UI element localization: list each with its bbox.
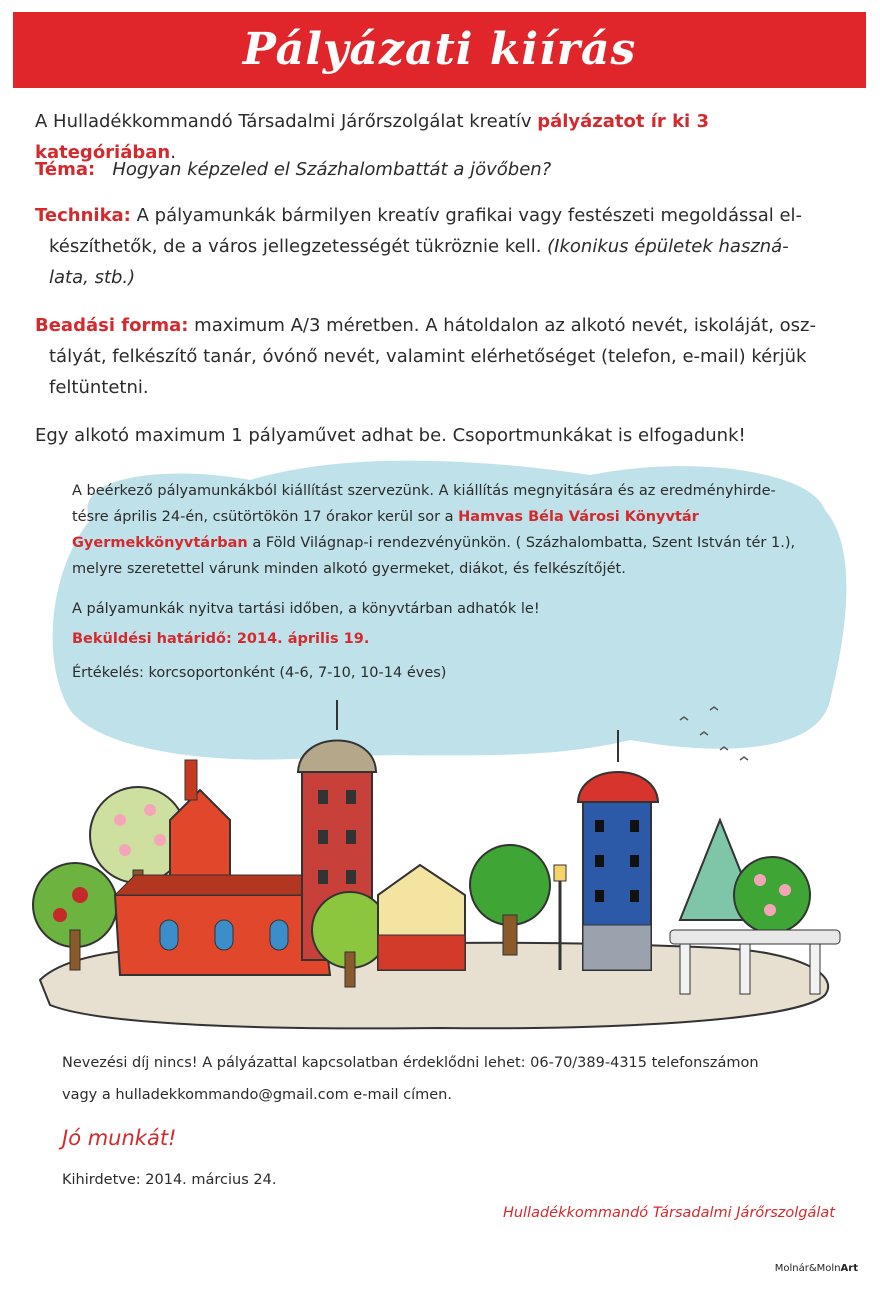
library-branch: Gyermekkönyvtárban	[72, 535, 248, 551]
egy-alkoto-paragraph: Egy alkotó maximum 1 pályaművet adhat be. Csoportmunkákat is elfogadunk!	[35, 425, 746, 446]
jo-munkat: Jó munkát!	[62, 1126, 177, 1150]
technika-label: Technika:	[35, 205, 131, 226]
beadasi-label: Beadási forma:	[35, 315, 189, 336]
page-title: Pályázati kiírás	[242, 24, 637, 75]
birds	[680, 707, 748, 760]
nyitva-text: A pályamunkák nyitva tartási időben, a könyvtárban adhatók le!	[72, 601, 540, 617]
intro-highlight: pályázatot ír ki 3 kategóriában	[35, 111, 709, 163]
yellow-house	[378, 865, 465, 970]
ertekeles-text: Értékelés: korcsoportonként (4-6, 7-10, 10-14 éves)	[72, 665, 447, 681]
kihirdetve: Kihirdetve: 2014. március 24.	[62, 1172, 277, 1188]
technika-paragraph: Technika: A pályamunkák bármilyen kreatív grafikai vagy festészeti megoldással el- készíthetők, de a város jellegzetességét tükröznie kell. (Ikonikus épületek haszná- lata, stb.)	[35, 205, 803, 288]
signature: Hulladékkommandó Társadalmi Járőrszolgálat	[502, 1205, 835, 1221]
tema-label: Téma:	[35, 159, 96, 180]
title-banner	[13, 12, 866, 88]
deadline-text: Beküldési határidő: 2014. április 19.	[72, 631, 370, 647]
tema-paragraph	[35, 154, 845, 185]
round-tree	[470, 845, 550, 955]
nevezesi-line1: Nevezési díj nincs! A pályázattal kapcsolatban érdeklődni lehet: 06-70/389-4315 telefonszámon	[62, 1055, 759, 1071]
nevezesi-line2: vagy a hulladekkommando@gmail.com e-mail címen.	[62, 1087, 452, 1103]
intro-paragraph: A Hulladékkommandó Társadalmi Járőrszolgálat kreatív pályázatot ír ki 3 kategóriában.	[35, 111, 709, 163]
credit: Molnár&MolnArt	[774, 1263, 858, 1274]
blue-tower	[578, 730, 658, 970]
beadasi-paragraph: Beadási forma: maximum A/3 méretben. A hátoldalon az alkotó nevét, iskoláját, osz- tályát, felkészítő tanár, óvónő nevét, valamint elérhetőséget (telefon, e-mail) kérjük feltüntetni.	[35, 315, 816, 398]
town-illustration	[20, 690, 860, 1035]
tema-text: Hogyan képzeled el Százhalombattát a jövőben?	[112, 159, 552, 180]
blossom-tree-right	[734, 857, 810, 933]
kiallitas-paragraph: A beérkező pályamunkákból kiállítást szervezünk. A kiállítás megnyitására és az eredményhirde- tésre április 24-én, csütörtökön 17 órakor kerül sor a Hamvas Béla Városi Könyvtár Gyermekkönyvtárban a Föld Világnap-i rendezvényünkön. ( Százhalombatta, Szent István tér 1.), melyre szeretettel várunk minden alkotó gyermeket, diákot, és felkészítőjét.	[72, 483, 796, 577]
library-name: Hamvas Béla Városi Könyvtár	[458, 509, 699, 525]
